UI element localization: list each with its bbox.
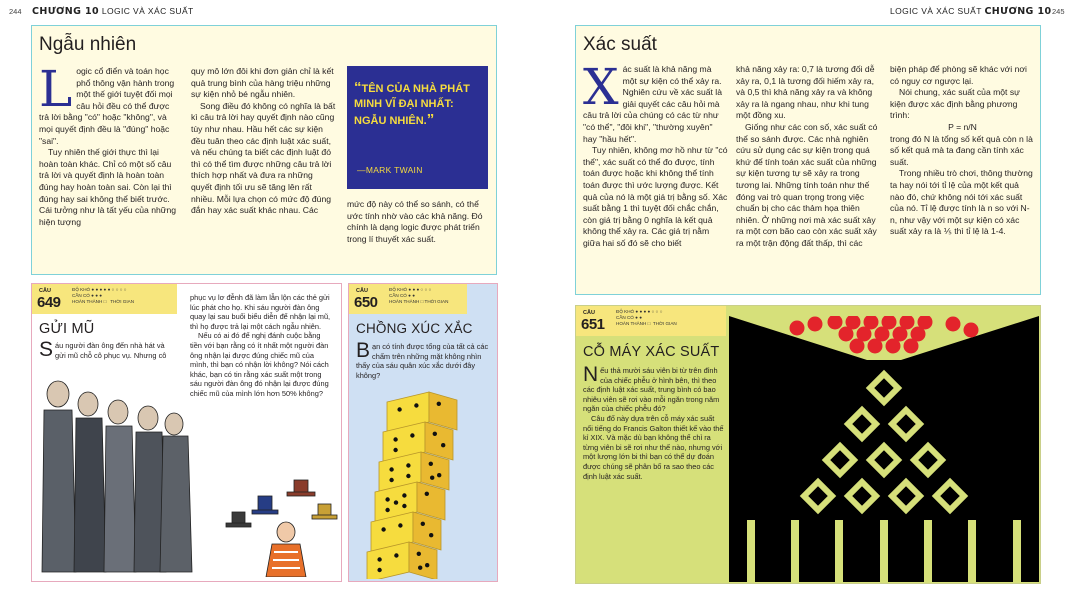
die-pip bbox=[377, 568, 381, 572]
bin-divider bbox=[747, 520, 755, 582]
puzzle-651 bbox=[575, 305, 1041, 584]
paragraph: mức độ này có thể so sánh, có thể ước tính nhờ vào các khả năng. Đó chính là dạng logic được phát triển trong lí thuyết xác suất. bbox=[347, 199, 483, 244]
puzzle-number: 651 bbox=[581, 316, 605, 333]
ball bbox=[828, 316, 843, 330]
drop-cap: L bbox=[39, 60, 73, 118]
probability-column-1 bbox=[583, 58, 728, 250]
die-pip bbox=[393, 448, 397, 452]
bin-divider bbox=[791, 520, 799, 582]
die-pip bbox=[425, 492, 429, 496]
die-pip bbox=[402, 493, 406, 497]
randomness-column-1 bbox=[39, 60, 180, 228]
bin-divider bbox=[924, 520, 932, 582]
quote-box bbox=[347, 66, 488, 189]
puzzle-cau-label: CÂU bbox=[583, 310, 595, 316]
probability-column-2 bbox=[736, 64, 883, 250]
puzzle-tag bbox=[576, 306, 726, 336]
paragraph: ác suất là khả năng mà một sự kiện có thể xảy ra. Nghiên cứu về xác suất là giải quyết các câu hỏi mà câu trả lời của chúng có các từ như "có thể", "đôi khi", "thường xuyên" hay "hầu hết". bbox=[583, 64, 722, 144]
bin-divider bbox=[880, 520, 888, 582]
quote-author: —MARK TWAIN bbox=[357, 165, 423, 175]
randomness-column-3 bbox=[347, 199, 490, 245]
paragraph: Nói chung, xác suất của một sự kiện được xác định bằng phương trình: bbox=[890, 87, 1020, 121]
puzzle-650 bbox=[348, 283, 498, 582]
puzzle-meta: ĐỘ KHÓ ● ● ● ● ○ ○ ○ CẦN CÓ ● ● HOÀN THÀNH □ THỜI GIAN bbox=[616, 309, 677, 327]
die-pip bbox=[437, 473, 441, 477]
probability-column-3 bbox=[890, 64, 1035, 238]
die-pip bbox=[398, 523, 402, 527]
page-number-right: 245 bbox=[1052, 7, 1065, 16]
puzzle-649 bbox=[31, 283, 342, 582]
die-pip bbox=[394, 553, 398, 557]
puzzle-title: CHỒNG XÚC XẮC bbox=[356, 321, 473, 336]
paragraph: Tuy nhiên thế giới thực thì lại hoàn toàn khác. Chỉ có một số câu trả lời và quyết định là hoàn toàn đúng hay hoàn toàn sai. Còn lại thì đúng hay sai không thể biết trước. Cái tưởng như là tất yếu của những hiện tượng bbox=[39, 147, 177, 227]
men-figures bbox=[42, 381, 192, 572]
attendant-figure bbox=[266, 522, 306, 577]
puzzle-title: CỖ MÁY XÁC SUẤT bbox=[583, 344, 720, 360]
dice-stack-illustration bbox=[357, 384, 492, 579]
paragraph: biện pháp để phòng sẽ khác với nơi có nguy cơ ngược lại. bbox=[890, 64, 1027, 86]
chapter-label: CHƯƠNG 10 bbox=[984, 6, 1052, 17]
die-pip bbox=[410, 433, 414, 437]
probability-section bbox=[575, 25, 1041, 295]
die-pip bbox=[437, 402, 441, 406]
die-pip bbox=[414, 403, 418, 407]
paragraph: quy mô lớn đôi khi đơn giản chỉ là kết quả trung bình của hàng triệu những sự kiện nhỏ bé ngẫu nhiên. bbox=[191, 66, 334, 100]
bin-divider bbox=[835, 520, 843, 582]
die-pip bbox=[433, 432, 437, 436]
die-pip bbox=[385, 508, 389, 512]
puzzle-tag bbox=[349, 284, 467, 314]
paragraph: Tuy nhiên, không mơ hồ như từ "có thể", xác suất có thể đo được, tính toán được hoặc khi không thể tính toán được thì ước lượng được. Kết quả của nó là một giá trị bằng số. Xác suất bằng 1 thì tuyệt đối chắc chắn, còn giá trị bằng 0 nghĩa là kết quả không thể xảy ra. Các giá trị nằm giữa hai số đó sẽ cho biết bbox=[583, 145, 728, 248]
puzzle-number: 650 bbox=[354, 294, 378, 311]
puzzle-cau-label: CÂU bbox=[356, 288, 368, 294]
paragraph: Song điều đó không có nghĩa là bất kì câu trả lời hay quyết định nào cũng tùy như nhau. Hầu hết các sự kiện đều tuân theo các định luật xác suất, và nếu chúng ta biết các định luật đó thì có thể tìm được những câu trả lời thích hợp nhất và đưa ra những quyết định tối ưu sẽ tăng lên rất nhiều. Mỗi lựa chọn có mức độ đúng đắn hay xác suất khác nhau. Các bbox=[191, 100, 336, 216]
formula: P = n/N bbox=[948, 121, 977, 132]
running-head-left bbox=[32, 6, 194, 17]
section-title: Xác suất bbox=[583, 34, 657, 55]
die-pip bbox=[418, 566, 422, 570]
quote-text: “TÊN CỦA NHÀ PHÁT MINH VĨ ĐẠI NHẤT: NGẪU NHIÊN.” bbox=[354, 79, 470, 128]
paragraph: ogic cổ điển và toán học phổ thông vận hành trong một thế giới tuyệt đối mọi câu hỏi đều có thể được trả lời bằng "có" hoặc "không", và mọi quyết định đều là "đúng" hoặc "sai". bbox=[39, 66, 175, 146]
die-pip bbox=[389, 467, 393, 471]
die-pip bbox=[417, 552, 421, 556]
die-pip bbox=[406, 474, 410, 478]
puzzle-cau-label: CÂU bbox=[39, 288, 51, 294]
paragraph: trong đó N là tổng số kết quả còn n là số kết quả mà ta đang cần tính xác suất. bbox=[890, 133, 1033, 167]
drop-cap: S bbox=[39, 338, 54, 361]
die-pip bbox=[381, 527, 385, 531]
hats bbox=[226, 480, 337, 527]
paragraph: Trong nhiều trò chơi, thông thường ta hay nói tới tỉ lệ của một kết quả nào đó, chứ không nói tới xác suất của nó. Tỉ lệ được tính là n so với N-n, như vậy với một sự kiện có xác suất xảy ra là ⅕ thì tỉ lệ là 1-4. bbox=[890, 168, 1033, 237]
ball bbox=[808, 317, 823, 332]
drop-cap: X bbox=[583, 58, 619, 116]
die-pip bbox=[385, 497, 389, 501]
puzzle-651-text bbox=[583, 363, 725, 481]
die-pip bbox=[377, 557, 381, 561]
drop-cap: N bbox=[583, 363, 599, 386]
men-with-hats-illustration bbox=[36, 372, 338, 577]
section-title: Ngẫu nhiên bbox=[39, 34, 137, 55]
paragraph: áu người đàn ông đến nhà hát và gửi mũ chỗ cô phục vụ. Nhưng cô bbox=[55, 341, 167, 360]
paragraph: phục vụ lơ đễnh đã làm lẫn lộn các thẻ gửi lúc phát cho họ. Khi sáu người đàn ông quay lại sau buổi biểu diễn để nhận lại mũ, thì họ được trả lại một cách ngẫu nhiên. bbox=[190, 293, 331, 331]
die-pip bbox=[429, 462, 433, 466]
ball bbox=[964, 323, 979, 338]
paragraph: ếu thả mười sáu viên bi từ trên đỉnh của chiếc phễu ở hình bên, thì theo các định luật xác suất, trung bình có bao nhiêu viên sẽ rơi vào mỗi ngăn trong năm ngăn của chiếc phễu đó? bbox=[583, 366, 720, 414]
puzzle-650-text bbox=[356, 339, 492, 380]
randomness-section bbox=[31, 25, 497, 275]
drop-cap: B bbox=[356, 339, 371, 362]
puzzle-tag bbox=[32, 284, 177, 314]
chapter-title: LOGIC VÀ XÁC SUẤT bbox=[890, 6, 982, 16]
dice-stack bbox=[367, 392, 457, 579]
paragraph: ạn có tính được tổng của tất cả các chấm trên những mặt không nhìn thấy của sáu quân xúc xắc dưới đây không? bbox=[356, 342, 489, 380]
die-pip bbox=[397, 407, 401, 411]
paragraph: Giống như các con số, xác suất có thể so sánh được. Các nhà nghiên cứu sử dụng các sự kiện trong quá khứ để tính toán xác suất của những sự kiện tương tự sẽ xảy ra trong tương lai. Những tính toán như thế đóng vai trò quan trọng trong việc chuẩn bị cho các thảm họa thiên nhiên. Ở những nơi mà xác suất xảy ra một cơn bão cao còn xác suất xảy ra một trận động đất thấp, thì các bbox=[736, 121, 878, 248]
ball bbox=[946, 317, 961, 332]
bin-divider bbox=[1013, 520, 1021, 582]
randomness-column-2 bbox=[191, 66, 336, 217]
bin-divider bbox=[968, 520, 976, 582]
die-pip bbox=[389, 478, 393, 482]
die-pip bbox=[441, 443, 445, 447]
die-pip bbox=[393, 437, 397, 441]
paragraph: Câu đố này dựa trên cỗ máy xác suất nổi tiếng do Francis Galton thiết kế vào thế kỉ XIX. Và mặc dù bạn không thể chỉ ra từng viên bi sẽ rơi như thế nào, nhưng với một lượng lớn bi thì bạn có thể dự đoán được chúng sẽ phân bố ra sao theo các định luật xác suất. bbox=[583, 413, 724, 481]
page-number-left: 244 bbox=[9, 7, 22, 16]
paragraph: Nếu có ai đó để nghị đánh cuộc bằng tiền với bạn rằng có ít nhất một người đàn ông nhận lại được đúng chiếc mũ của mình, thì bạn có nhận lời không? Nói cách khác, bạn có tin rằng xác suất một trong sáu người đàn ông đó nhận lại được đúng chiếc mũ của mình lớn hơn 50% không? bbox=[190, 331, 329, 398]
paragraph: khả năng xảy ra: 0,7 là tương đối dễ xảy ra, 0,1 là tương đối hiếm xảy ra, và 0,5 thì khả năng xảy ra và không xảy ra là ngang nhau, như khi tung một đồng xu. bbox=[736, 64, 875, 121]
puzzle-title: GỬI MŨ bbox=[39, 321, 95, 337]
die-pip bbox=[429, 533, 433, 537]
galton-board-illustration bbox=[729, 316, 1039, 582]
puzzle-meta: ĐỘ KHÓ ● ● ● ○ ○ ○ CẦN CÓ ● ● HOÀN THÀNH □ THỜI GIAN bbox=[389, 287, 449, 305]
die-pip bbox=[394, 500, 398, 504]
die-pip bbox=[425, 563, 429, 567]
die-pip bbox=[402, 504, 406, 508]
chapter-title: LOGIC VÀ XÁC SUẤT bbox=[101, 6, 194, 16]
running-head-right bbox=[890, 6, 1051, 17]
puzzle-number: 649 bbox=[37, 294, 61, 311]
ball bbox=[790, 321, 805, 336]
puzzle-meta: ĐỘ KHÓ ● ● ● ● ● ○ ○ ○ ○ CẦN CÓ ● ● ● HOÀN THÀNH □ THỜI GIAN bbox=[72, 287, 135, 305]
die-pip bbox=[421, 522, 425, 526]
chapter-label: CHƯƠNG 10 bbox=[32, 6, 100, 17]
die-pip bbox=[406, 463, 410, 467]
die-pip bbox=[430, 476, 434, 480]
puzzle-649-lead bbox=[39, 338, 174, 361]
